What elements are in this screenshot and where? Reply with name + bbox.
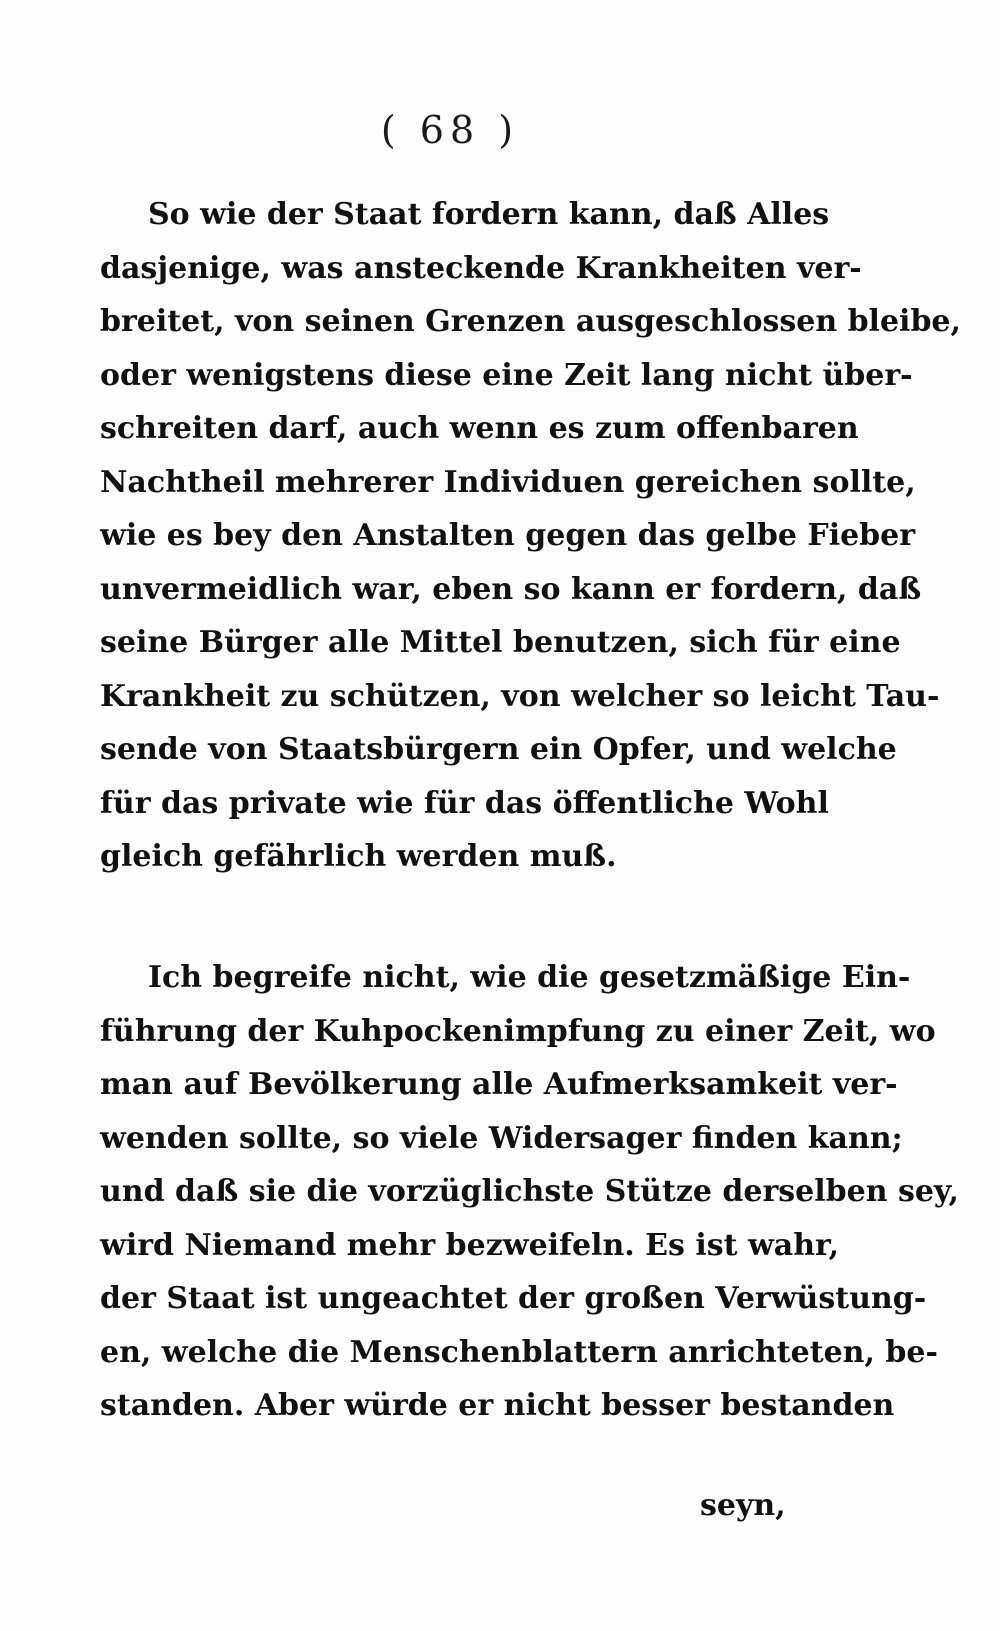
text-line: der Staat ist ungeachtet der großen Verwüstung- xyxy=(100,1281,927,1316)
text-line: wenden sollte, so viele Widersager finden kann; xyxy=(100,1120,903,1156)
text-line: standen. Aber würde er nicht besser bestanden xyxy=(100,1388,895,1423)
text-line: oder wenigstens diese eine Zeit lang nicht über- xyxy=(100,357,913,393)
page-number: ( 68 ) xyxy=(380,108,520,152)
text-line: sende von Staatsbürgern ein Opfer, und welche xyxy=(100,732,897,767)
text-line: und daß sie die vorzüglichste Stütze derselben sey, xyxy=(100,1174,959,1209)
text-line: unvermeidlich war, eben so kann er fordern, daß xyxy=(100,571,922,607)
text-line: für das private wie für das öffentliche Wohl xyxy=(100,785,829,821)
text-line: So wie der Staat fordern kann, daß Alles xyxy=(148,197,830,232)
text-line: seine Bürger alle Mittel benutzen, sich für eine xyxy=(100,625,901,660)
text-line: breitet, von seinen Grenzen ausgeschlossen bleibe, xyxy=(100,304,961,339)
text-line: Nachtheil mehrerer Individuen gereichen sollte, xyxy=(100,464,916,500)
catchword: seyn, xyxy=(700,1488,786,1523)
text-line: schreiten darf, auch wenn es zum offenbaren xyxy=(100,411,859,446)
text-line: dasjenige, was ansteckende Krankheiten ver- xyxy=(100,250,862,286)
text-line: wie es bey den Anstalten gegen das gelbe Fieber xyxy=(100,518,916,553)
text-line: man auf Bevölkerung alle Aufmerksamkeit ver- xyxy=(100,1067,898,1102)
paragraph-2 xyxy=(100,951,959,1433)
paragraph-1 xyxy=(100,188,961,884)
text-line: gleich gefährlich werden muß. xyxy=(100,839,617,874)
text-line: führung der Kuhpockenimpfung zu einer Zeit, wo xyxy=(100,1013,936,1049)
text-line: Ich begreife nicht, wie die gesetzmäßige Ein- xyxy=(148,960,911,995)
text-line: wird Niemand mehr bezweifeln. Es ist wahr, xyxy=(100,1227,840,1263)
text-line: Krankheit zu schützen, von welcher so leicht Tau- xyxy=(100,678,940,714)
text-line: en, welche die Menschenblattern anrichteten, be- xyxy=(100,1334,938,1370)
